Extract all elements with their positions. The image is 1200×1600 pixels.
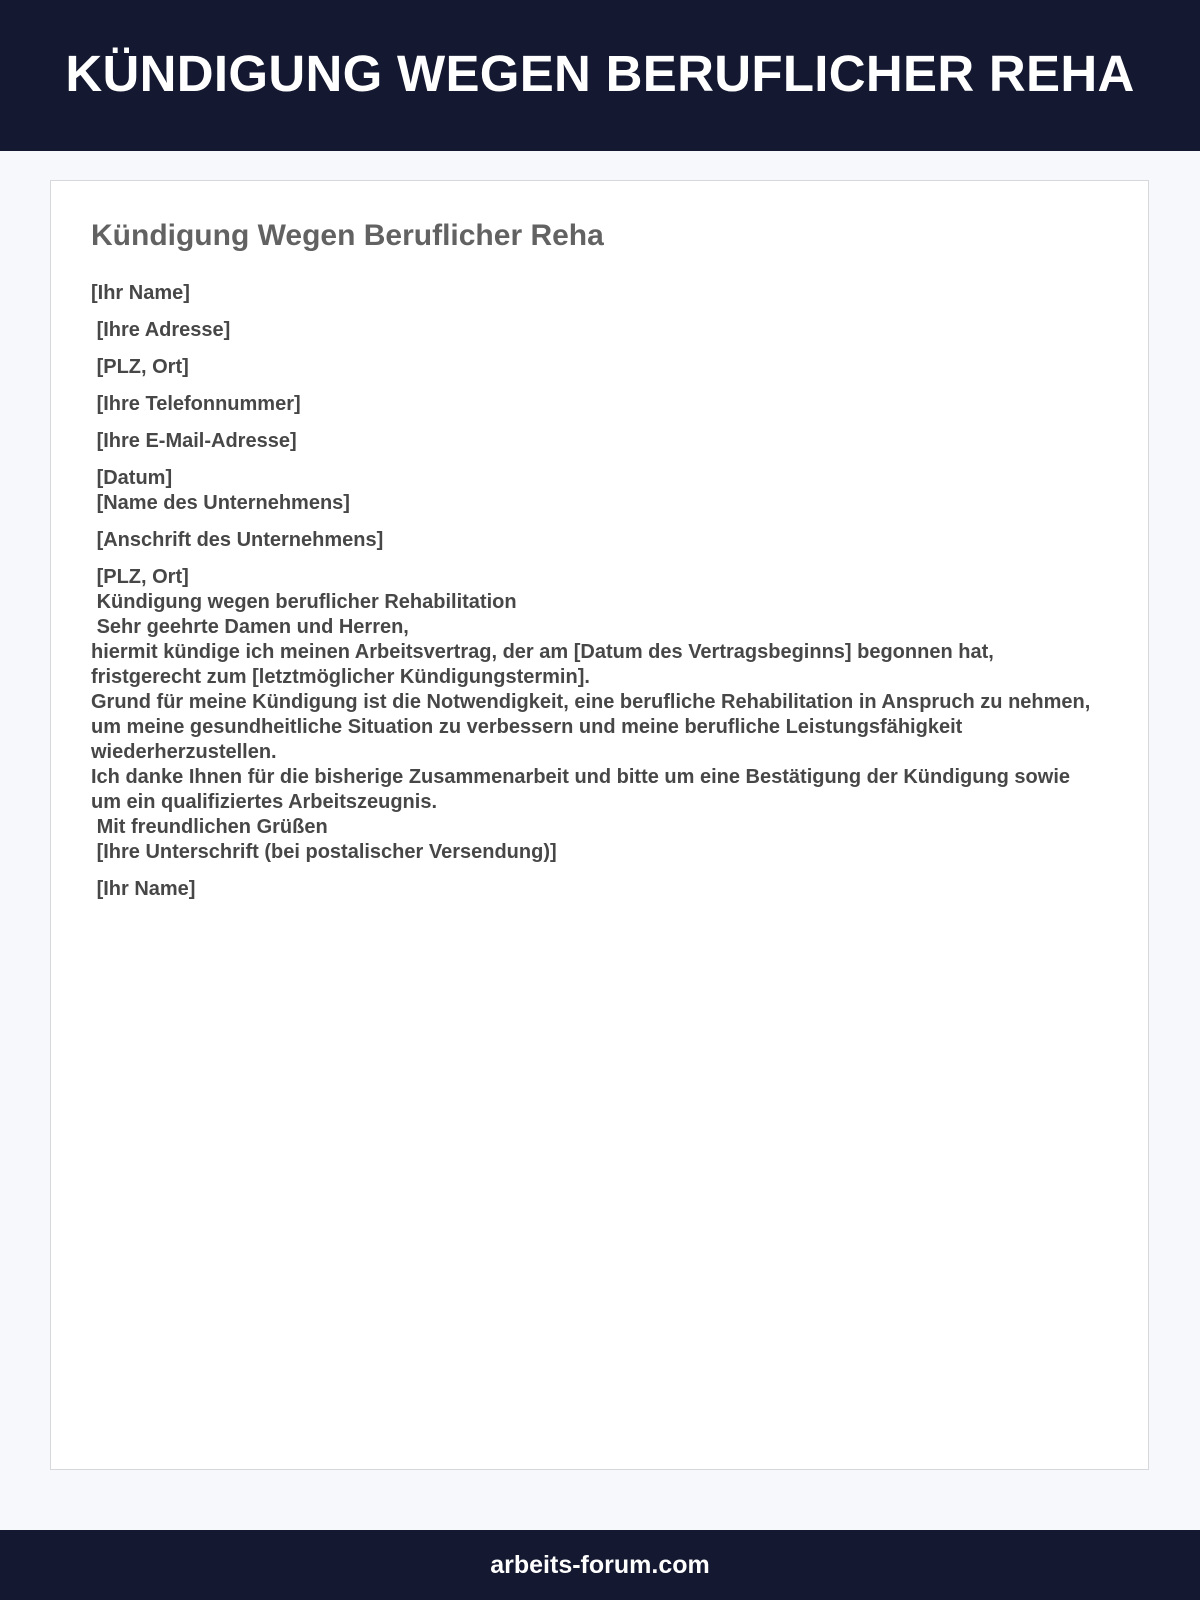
top-banner [0,0,1200,151]
letter-card [50,180,1149,1470]
recipient-company: [Name des Unternehmens] [91,492,350,514]
sender-phone: [Ihre Telefonnummer] [91,393,301,415]
sender-address: [Ihre Adresse] [91,319,231,341]
recipient-address: [Anschrift des Unternehmens] [91,529,384,551]
signer-name: [Ihr Name] [91,878,196,900]
letter-body [91,281,1101,902]
signature-placeholder: [Ihre Unterschrift (bei postalischer Versendung)] [91,841,557,863]
sender-name: [Ihr Name] [91,282,190,304]
letter-paragraph: Ich danke Ihnen für die bisherige Zusammenarbeit und bitte um eine Bestätigung der Kündigung sowie um ein qualifiziertes Arbeitszeugnis. [91,766,1076,813]
footer-bar [0,1530,1200,1600]
letter-paragraph: hiermit kündige ich meinen Arbeitsvertrag, der am [Datum des Vertragsbeginns] begonnen hat, fristgerecht zum [letztmöglicher Kündigungstermin]. [91,641,1000,688]
recipient-city: [PLZ, Ort] [91,566,189,588]
letter-paragraph: Grund für meine Kündigung ist die Notwendigkeit, eine berufliche Rehabilitation in Anspruch zu nehmen, um meine gesundheitliche Situation zu verbessern und meine berufliche Leistungsfähigkeit wiederherzustellen. [91,691,1096,763]
letter-subject: Kündigung wegen beruflicher Rehabilitation [91,591,517,613]
letter-closing: Mit freundlichen Grüßen [91,816,328,838]
footer-site-name: arbeits-forum.com [490,1550,710,1579]
banner-title: KÜNDIGUNG WEGEN BERUFLICHER REHA [65,45,1135,102]
letter-salutation: Sehr geehrte Damen und Herren, [91,616,409,638]
sender-email: [Ihre E-Mail-Adresse] [91,430,297,452]
letter-date: [Datum] [91,467,173,489]
document-title: Kündigung Wegen Beruflicher Reha [91,219,604,252]
sender-city: [PLZ, Ort] [91,356,189,378]
